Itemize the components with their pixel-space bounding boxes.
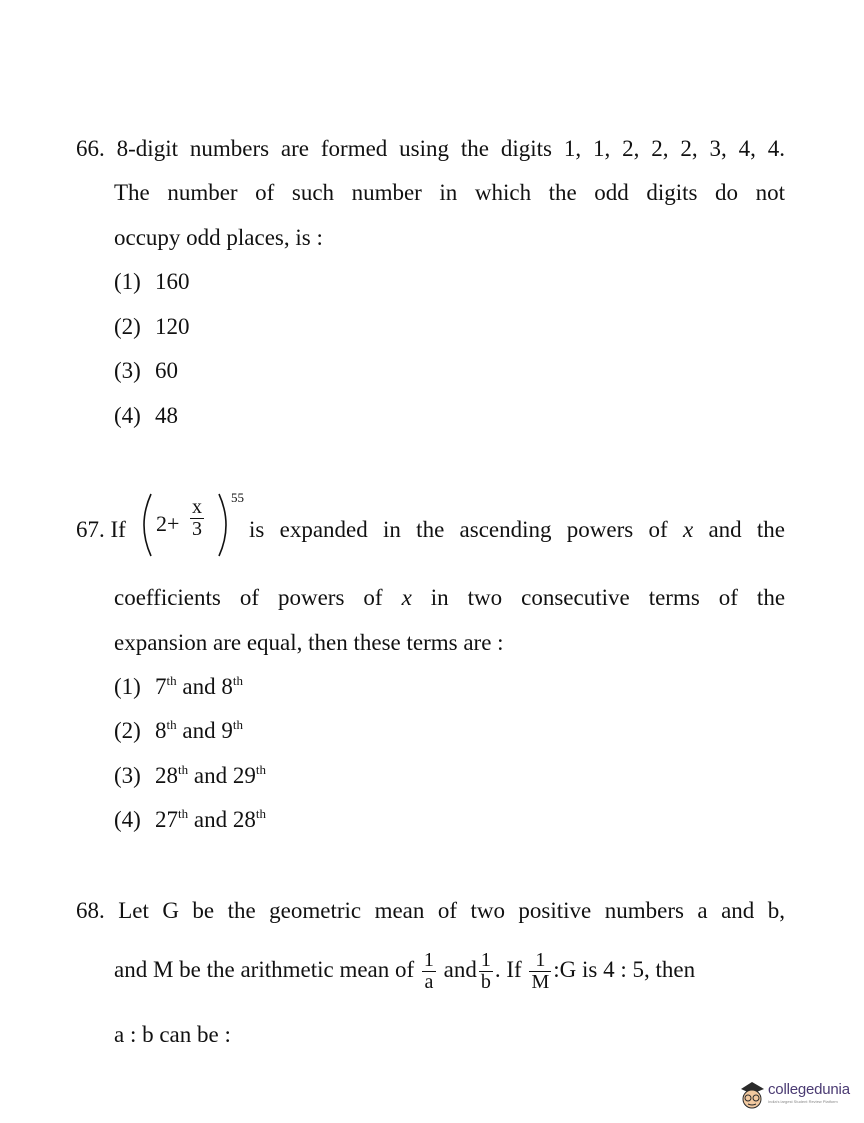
q66-stem-3: occupy odd places, is : [114,225,323,250]
q67-binomial-expression [139,486,249,566]
q67-option-2[interactable]: (2) 8th and 9th [114,717,243,743]
q68-fraction-1-over-b: $\frac{1}{b}$ [480,949,491,994]
watermark-brand: collegedunia [768,1081,850,1098]
q66-number: 66. [76,136,105,161]
q67-number: 67. [76,517,105,542]
q66-option-3[interactable]: (3) 60 [114,358,178,383]
q68-fraction-1-over-a: $\frac{1}{a}$ [423,949,434,994]
q67-expr-fraction: $\frac{x}{3}$ [192,496,202,540]
q68-fraction-1-over-m: $\frac{1}{M}$ [531,949,550,994]
q66-stem-2: The number of such number in which the odd digits do not [114,180,785,205]
q66-option-1[interactable]: (1) 160 [114,269,190,294]
q68-line-1 [76,897,785,925]
q67-if: If [110,517,126,542]
q67-expr-base: 2+ [156,511,180,536]
q67-option-4[interactable]: (4) 27th and 28th [114,806,266,832]
q68-stem-3: a : b can be : [114,1022,231,1047]
q67-variable-x-2: x [401,585,412,610]
q67-stem-3: expansion are equal, then these terms are : [114,630,504,655]
q67-line-1-start [76,516,126,544]
student-mascot-icon [737,1077,767,1113]
q66-option-4[interactable]: (4) 48 [114,403,178,428]
q67-option-1[interactable]: (1) 7th and 8th [114,673,243,699]
q66-line-1 [76,135,785,163]
q67-expr-exponent: 55 [231,490,244,505]
q67-option-3[interactable]: (3) 28th and 29th [114,762,266,788]
q67-line-1-end: is expanded in the ascending powers of x and the [249,517,786,542]
q68-number: 68. [76,898,105,923]
watermark-tagline: India's largest Student Review Platform [768,1099,838,1104]
q66-stem-1: 8-digit numbers are formed using the digits 1, 1, 2, 2, 2, 3, 4, 4. [116,136,786,161]
q67-variable-x: x [682,517,694,542]
q68-stem-2: and M be the arithmetic mean of $\frac{1}{a}$ and $\frac{1}{b}$ . If $\frac{1}{M}$ :G is 4 : 5, then [114,949,696,994]
collegedunia-logo [737,1077,855,1115]
q67-stem-2: coefficients of powers of x in two consecutive terms of the [114,585,786,610]
q66-option-2[interactable]: (2) 120 [114,314,190,339]
q68-stem-1: Let G be the geometric mean of two positive numbers a and b, [118,898,785,923]
